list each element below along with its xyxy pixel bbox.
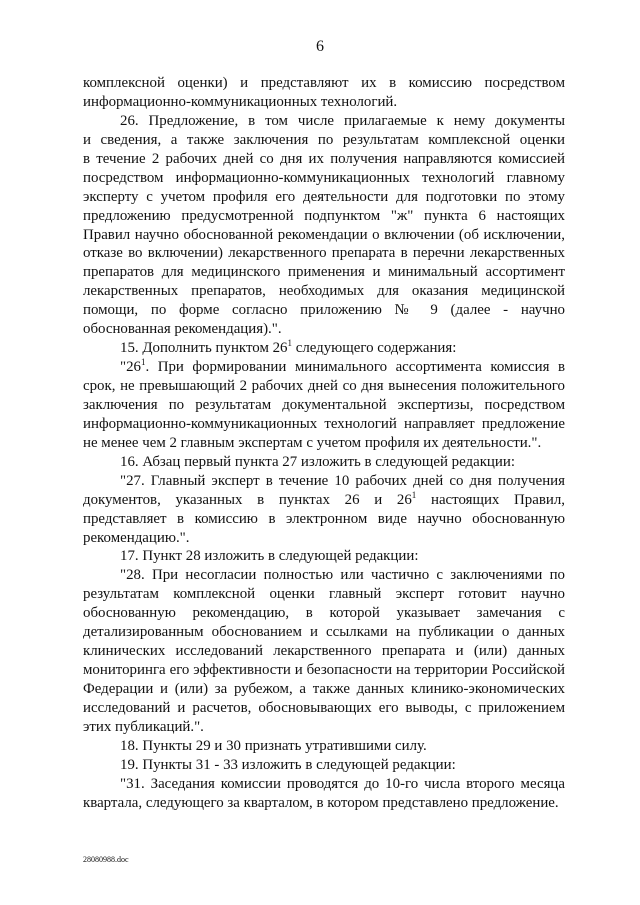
text-line: клинических исследований лекарственного препарата и (или) данных: [83, 643, 565, 660]
text-line: информационно-коммуникационных технологий направляет предложение: [83, 415, 565, 432]
text-line: результатам комплексной оценки главный эксперт готовит научно: [83, 586, 565, 603]
text-line: Правил научно обоснованной рекомендации о включении (об исключении,: [83, 226, 565, 243]
text-line: обоснованная рекомендация).".: [83, 321, 282, 338]
text-line: этих публикаций.".: [83, 718, 204, 735]
text-line: рекомендацию.".: [83, 529, 190, 546]
text-line: мониторинга его эффективности и безопасности на территории Российской: [83, 662, 565, 679]
text-line: 17. Пункт 28 изложить в следующей редакции:: [120, 548, 419, 565]
text-line: обоснованную рекомендацию, в которой указывает замечания с: [83, 605, 565, 622]
text-line: 18. Пункты 29 и 30 признать утратившими силу.: [120, 737, 427, 754]
text-line: 26. Предложение, в том числе прилагаемые к нему документы: [120, 112, 565, 129]
text-line: квартала, следующего за кварталом, в котором представлено предложение.: [83, 794, 559, 811]
text-line: лекарственных препаратов, необходимых для оказания медицинской: [83, 283, 565, 300]
text-line: не менее чем 2 главным экспертам с учетом профиля их деятельности.".: [83, 434, 542, 451]
text-line: и сведения, а также заключения по результатам комплексной оценки: [83, 131, 565, 148]
text-line: срок, не превышающий 2 рабочих дней со дня вынесения положительного: [83, 378, 565, 394]
text-line: предложению предусмотренной подпунктом "ж" пункта 6 настоящих: [83, 207, 565, 224]
text-line: "28. При несогласии полностью или частично с заключениями по: [120, 567, 565, 584]
text-line: Федерации и (или) за рубежом, а также данных клинико-экономических: [83, 681, 565, 697]
text-line: помощи, по форме согласно приложению № 9 (далее - научно: [83, 302, 565, 319]
text-line: "27. Главный эксперт в течение 10 рабочих дней со дня получения: [120, 472, 565, 489]
text-line: документов, указанных в пунктах 26 и $26^1$ настоящих Правил,: [83, 490, 565, 508]
text-line: эксперту с учетом профиля его деятельности для подготовки по этому: [83, 188, 565, 205]
page-number: 6: [316, 38, 324, 55]
text-line: исследований и расчетов, обосновывающих его выводы, с приложением: [83, 699, 565, 716]
footer-filename: 28080988.doc: [83, 855, 129, 864]
text-line: "$26^1$. При формировании минимального ассортимента комиссия в: [120, 358, 565, 376]
text-line: 19. Пункты 31 - 33 изложить в следующей редакции:: [120, 756, 456, 773]
text-line: заключения по результатам документальной экспертизы, посредством: [83, 396, 565, 413]
text-line: "31. Заседания комиссии проводятся до 10-го числа второго месяца: [120, 775, 565, 792]
text-line: детализированным обоснованием и ссылками на публикации о данных: [83, 624, 565, 641]
text-line: препаратов для медицинского применения и минимальный ассортимент: [83, 264, 565, 281]
document-body: [83, 74, 565, 813]
text-line: 15. Дополнить пунктом $26^1$ следующего содержания:: [120, 338, 457, 357]
text-line: комплексной оценки) и представляют их в комиссию посредством: [83, 75, 565, 91]
text-line: посредством информационно-коммуникационных технологий главному: [83, 169, 565, 186]
text-line: 16. Абзац первый пункта 27 изложить в следующей редакции:: [120, 453, 515, 470]
text-line: в течение 2 рабочих дней со дня их получения направляются комиссией: [83, 150, 565, 167]
text-line: отказе во включении) лекарственного препарата в перечни лекарственных: [83, 245, 565, 262]
text-line: представляет в комиссию в электронном виде научно обоснованную: [83, 510, 565, 527]
text-line: информационно-коммуникационных технологий.: [83, 93, 398, 110]
